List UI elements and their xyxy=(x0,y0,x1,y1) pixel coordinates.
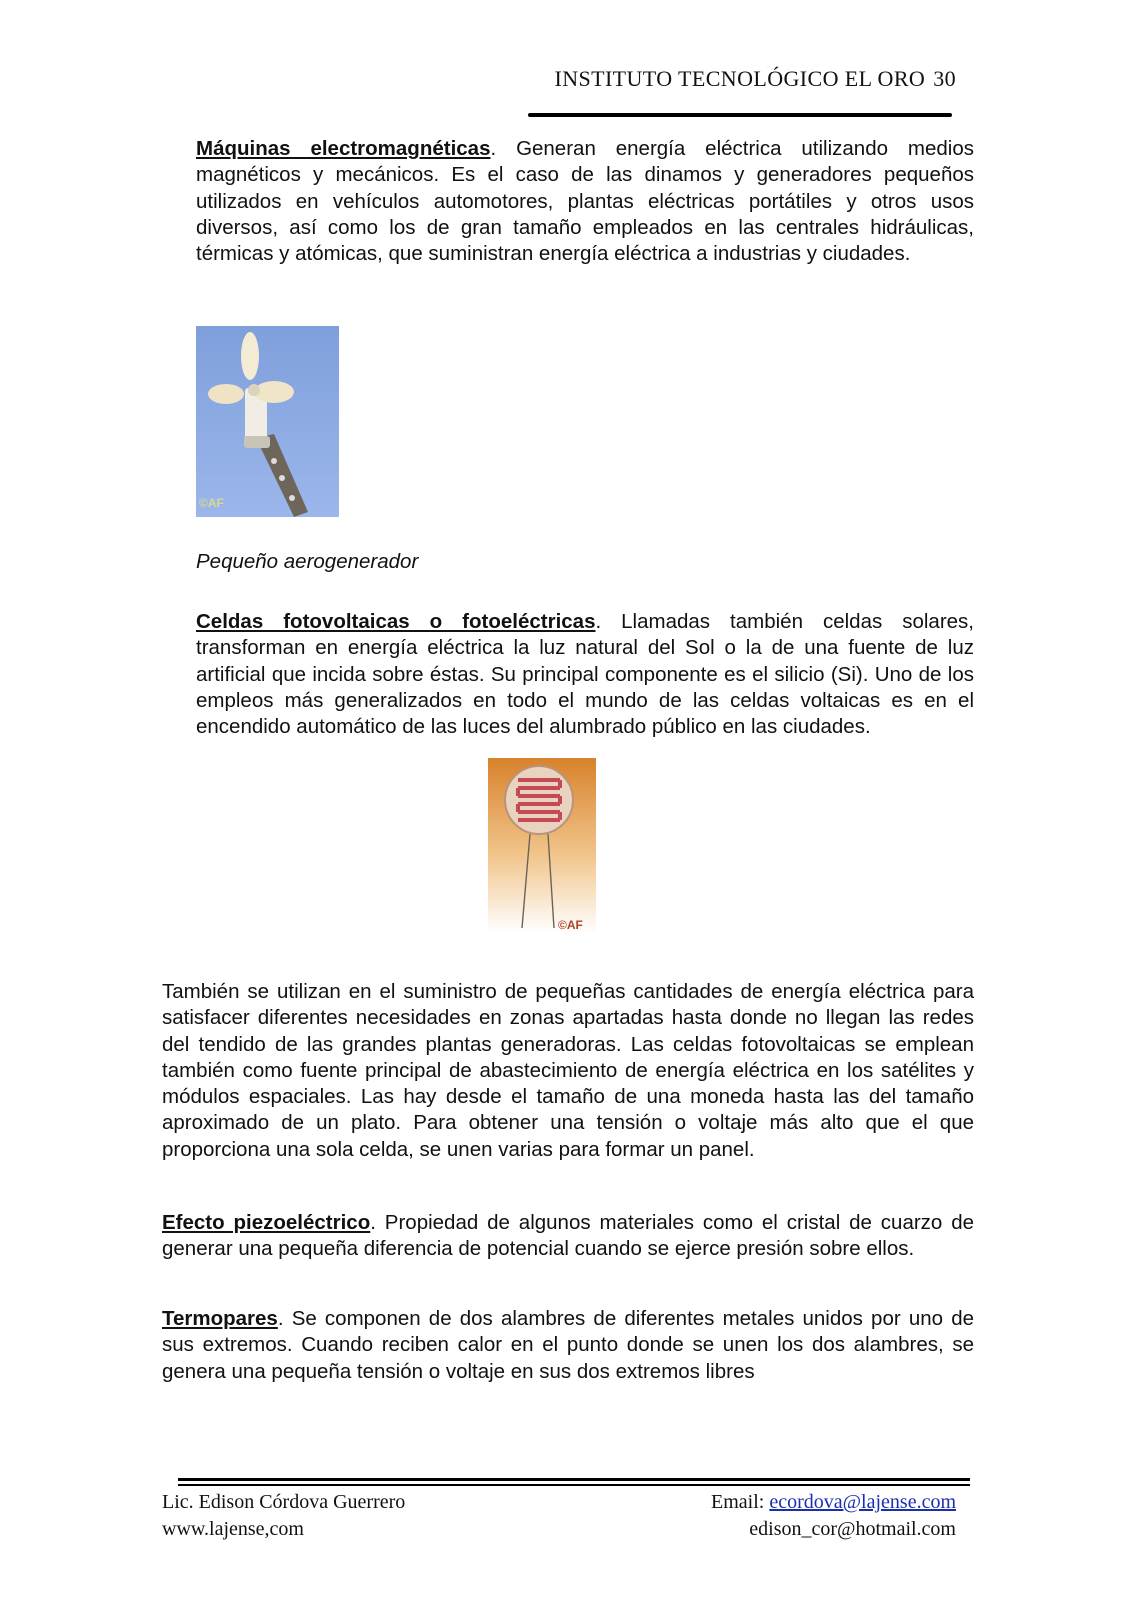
term-termopares: Termopares xyxy=(162,1307,278,1330)
footer-rule xyxy=(178,1478,970,1481)
page-header xyxy=(554,66,956,92)
email-secondary: edison_cor@hotmail.com xyxy=(749,1518,956,1540)
text-maquinas: . Generan energía eléctrica utilizando medios magnéticos y mecánicos. Es el caso de las dinamos y generadores pequeños utilizados en vehículos automotores, plantas eléctricas portátiles y otros usos diversos, así como los de gran tamaño empleados en las centrales hidráulicas, térmicas y atómicas, que suministran energía eléctrica a industrias y ciudades. xyxy=(196,137,974,266)
watermark-2: ©AF xyxy=(558,918,583,932)
footer-right xyxy=(711,1489,956,1543)
section-tambien xyxy=(162,979,974,1163)
footer-author: Lic. Edison Córdova Guerrero xyxy=(162,1491,406,1513)
section-termopares xyxy=(162,1306,974,1385)
text-tambien: También se utilizan en el suministro de pequeñas cantidades de energía eléctrica para satisfacer diferentes necesidades en zonas apartadas hasta donde no llegan las redes del tendido de las grandes plantas generadoras. Las celdas fotovoltaicas se emplean también como fuente principal de abastecimiento de energía eléctrica en los satélites y módulos espaciales. Las hay desde el tamaño de una moneda hasta las del tamaño aproximado de un plato. Para obtener una tensión o voltaje más alto que el que proporciona una sola celda, se unen varias para formar un panel. xyxy=(162,980,974,1161)
figure-caption: Pequeño aerogenerador xyxy=(196,550,419,573)
email-label: Email: xyxy=(711,1491,770,1513)
term-maquinas: Máquinas electromagnéticas xyxy=(196,137,491,160)
aerogenerador-image xyxy=(196,326,339,517)
email-link[interactable]: ecordova@lajense.com xyxy=(769,1491,956,1513)
footer-website: www.lajense,com xyxy=(162,1518,304,1540)
watermark-1: ©AF xyxy=(199,496,224,510)
text-celdas: . Llamadas también celdas solares, transforman en energía eléctrica la luz natural del Sol o la de una fuente de luz artificial que incida sobre éstas. Su principal componente es el silicio (Si). Uno de los empleos más generalizados en todo el mundo de las celdas voltaicas es en el encendido automático de las luces del alumbrado público en las ciudades. xyxy=(196,610,974,739)
text-piezo: . Propiedad de algunos materiales como el cristal de cuarzo de generar una pequeña diferencia de potencial cuando se ejerce presión sobre ellos. xyxy=(162,1211,974,1261)
page-number: 30 xyxy=(933,66,956,91)
section-piezo xyxy=(162,1210,974,1263)
header-title: INSTITUTO TECNOLÓGICO EL ORO xyxy=(554,66,926,91)
section-celdas xyxy=(196,609,974,740)
term-celdas: Celdas fotovoltaicas o fotoeléctricas xyxy=(196,610,596,633)
footer-rule-thin xyxy=(178,1484,970,1486)
footer-left xyxy=(162,1489,405,1543)
text-termopares: . Se componen de dos alambres de diferentes metales unidos por uno de sus extremos. Cuando reciben calor en el punto donde se unen los dos alambres, se genera una pequeña tensión o voltaje en sus dos extremos libres xyxy=(162,1307,974,1383)
header-rule xyxy=(528,113,952,117)
section-maquinas xyxy=(196,136,974,267)
term-piezo: Efecto piezoeléctrico xyxy=(162,1211,371,1234)
fotocelda-image xyxy=(488,758,596,933)
